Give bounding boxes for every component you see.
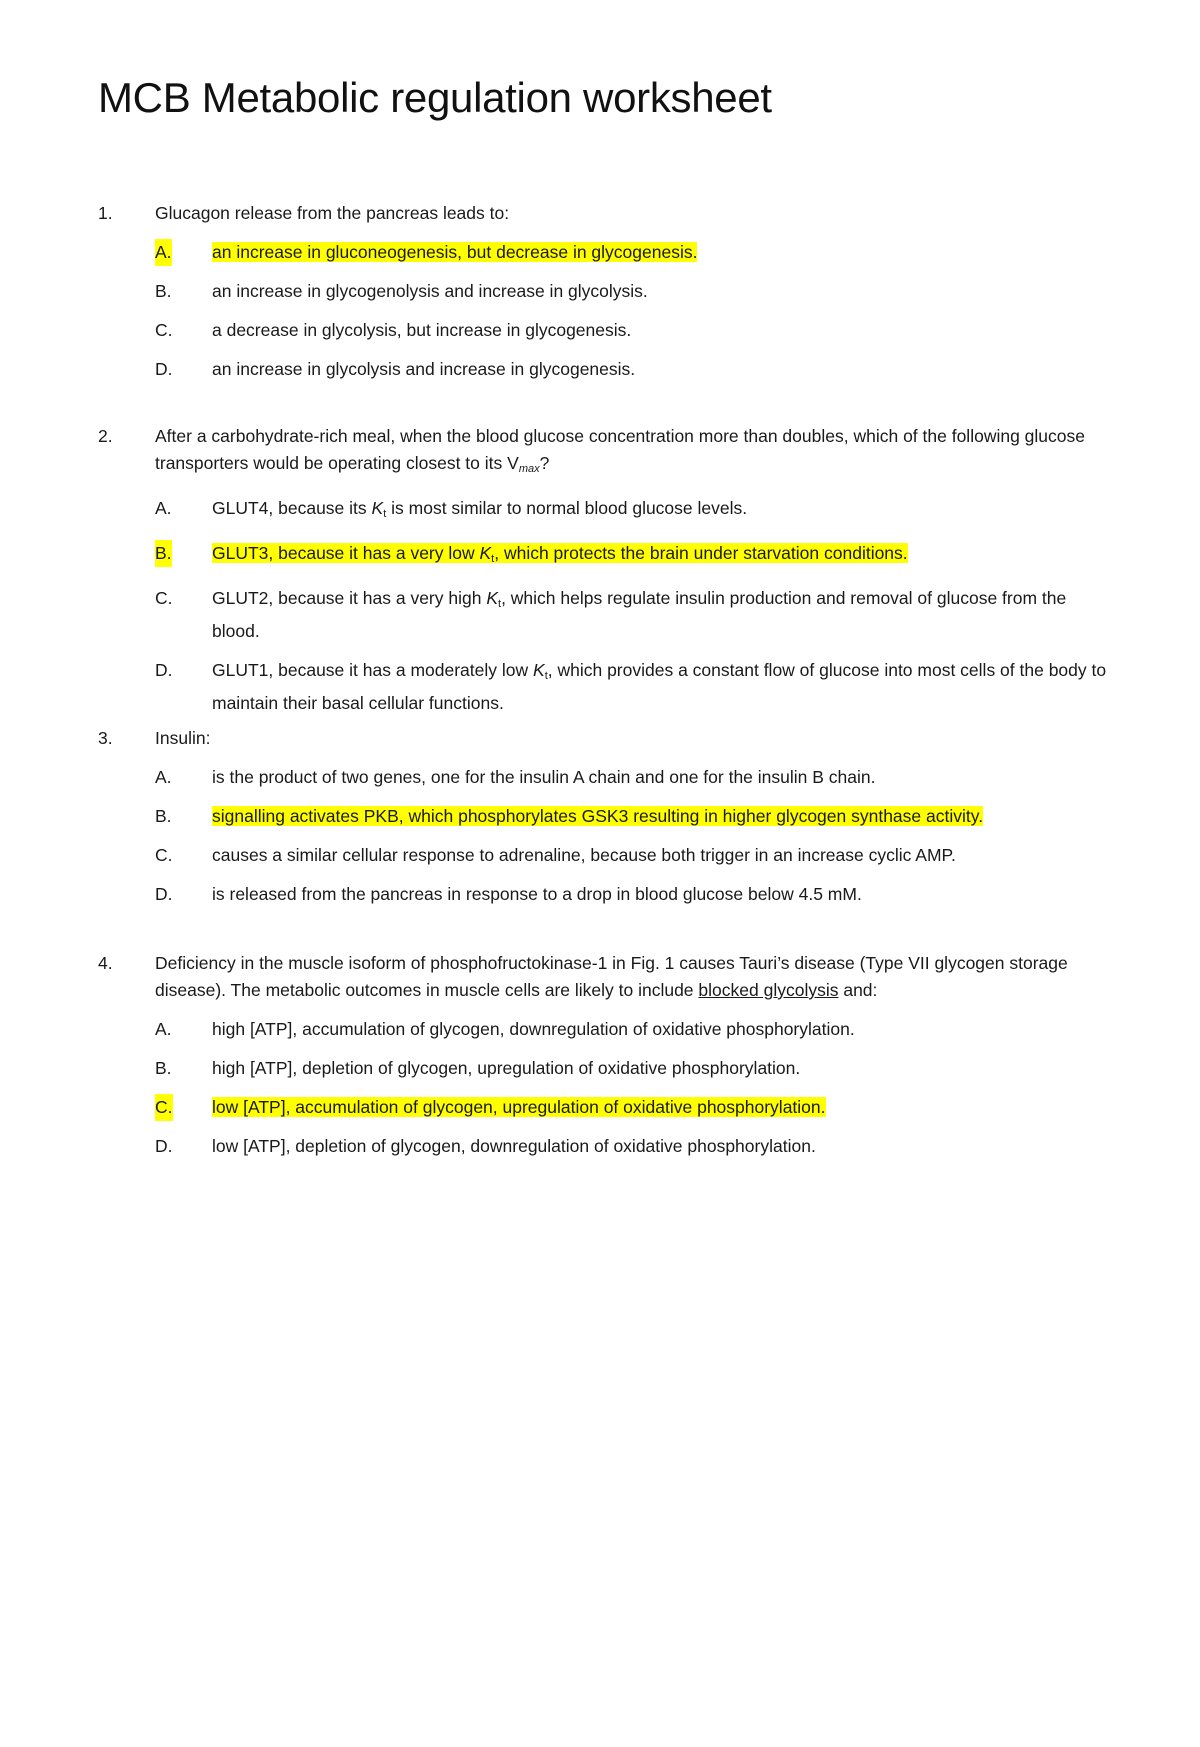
underlined-phrase: blocked glycolysis [698,980,839,1000]
option-c [98,585,1118,645]
option-letter: B. [155,806,172,826]
option-c [98,1094,1118,1121]
option-text: signalling activates PKB, which phosphorylates GSK3 resulting in higher glycogen synthase activity. [212,806,984,826]
question-text: Glucagon release from the pancreas leads to: [155,203,510,223]
option-text: GLUT4, because its [212,498,372,518]
option-text: an increase in gluconeogenesis, but decrease in glycogenesis. [212,242,698,262]
option-d [98,356,1118,383]
option-letter: B. [155,1058,172,1078]
option-letter: C. [155,320,173,340]
option-text: GLUT2, because it has a very high [212,588,487,608]
kt-symbol: K [371,498,384,518]
option-text: low [ATP], accumulation of glycogen, upregulation of oxidative phosphorylation. [212,1097,826,1117]
option-b [98,540,1118,573]
question-stem [98,200,1118,227]
option-text-end: , which provides a constant flow of glucose into most cells of the body to maintain their basal cellular functions. [212,660,1107,713]
question-number: 1. [98,203,113,223]
option-text: GLUT3, because it has a very low [212,543,480,563]
question-number: 3. [98,728,113,748]
option-text-end: is most similar to normal blood glucose levels. [386,498,748,518]
option-text: low [ATP], depletion of glycogen, downregulation of oxidative phosphorylation. [212,1136,816,1156]
option-text: causes a similar cellular response to adrenaline, because both trigger in an increase cyclic AMP. [212,845,956,865]
kt-subscript: t [491,553,495,565]
option-letter: A. [155,498,172,518]
option-letter: D. [155,359,173,379]
option-letter: C. [155,588,173,608]
kt-symbol: K [533,660,545,680]
option-letter: A. [155,239,172,266]
vmax-subscript: max [518,463,540,475]
question-text: After a carbohydrate-rich meal, when the blood glucose concentration more than doubles, which of the following glucose transporters would be operating closest to its V [155,426,1085,473]
option-letter: D. [155,660,173,680]
option-text-end: , which protects the brain under starvation conditions. [494,543,908,563]
option-letter: A. [155,767,172,787]
kt-subscript: t [544,670,548,682]
kt-subscript: t [498,598,502,610]
option-letter: C. [155,1094,173,1121]
option-text: high [ATP], accumulation of glycogen, downregulation of oxidative phosphorylation. [212,1019,855,1039]
option-a [98,764,1118,791]
question-text: Deficiency in the muscle isoform of phosphofructokinase-1 in Fig. 1 causes Tauri’s disease (Type VII glycogen storage disease). The metabolic outcomes in muscle cells are likely to include [155,953,1068,1000]
option-letter: B. [155,540,172,567]
option-letter: B. [155,281,172,301]
option-d [98,881,1118,908]
option-text: an increase in glycolysis and increase in glycogenesis. [212,359,636,379]
option-text: is released from the pancreas in response to a drop in blood glucose below 4.5 mM. [212,884,862,904]
question-4 [98,950,1118,1160]
question-2 [98,423,1118,717]
option-letter: C. [155,845,173,865]
question-number: 4. [98,953,113,973]
option-b [98,803,1118,830]
question-1 [98,200,1118,383]
kt-symbol: K [486,588,498,608]
question-3 [98,725,1118,908]
option-text: is the product of two genes, one for the insulin A chain and one for the insulin B chain. [212,767,876,787]
page-title: MCB Metabolic regulation worksheet [98,74,772,121]
question-stem [98,950,1118,1004]
question-text: Insulin: [155,728,211,748]
option-c [98,317,1118,344]
option-text-end: , which helps regulate insulin production and removal of glucose from the blood. [212,588,1067,641]
kt-symbol: K [479,543,492,563]
option-a [98,239,1118,266]
option-text: an increase in glycogenolysis and increase in glycolysis. [212,281,648,301]
option-d [98,657,1118,717]
option-c [98,842,1118,869]
option-a [98,1016,1118,1043]
option-letter: D. [155,1136,173,1156]
option-letter: D. [155,884,173,904]
option-letter: A. [155,1019,172,1039]
question-number: 2. [98,426,113,446]
kt-subscript: t [383,508,387,520]
option-a [98,495,1118,528]
option-text: high [ATP], depletion of glycogen, upregulation of oxidative phosphorylation. [212,1058,801,1078]
question-stem [98,725,1118,752]
option-d [98,1133,1118,1160]
option-text: a decrease in glycolysis, but increase in glycogenesis. [212,320,632,340]
question-text-end: and: [838,980,878,1000]
question-stem [98,423,1118,483]
option-b [98,1055,1118,1082]
question-text-end: ? [539,453,550,473]
option-b [98,278,1118,305]
option-text: GLUT1, because it has a moderately low [212,660,533,680]
